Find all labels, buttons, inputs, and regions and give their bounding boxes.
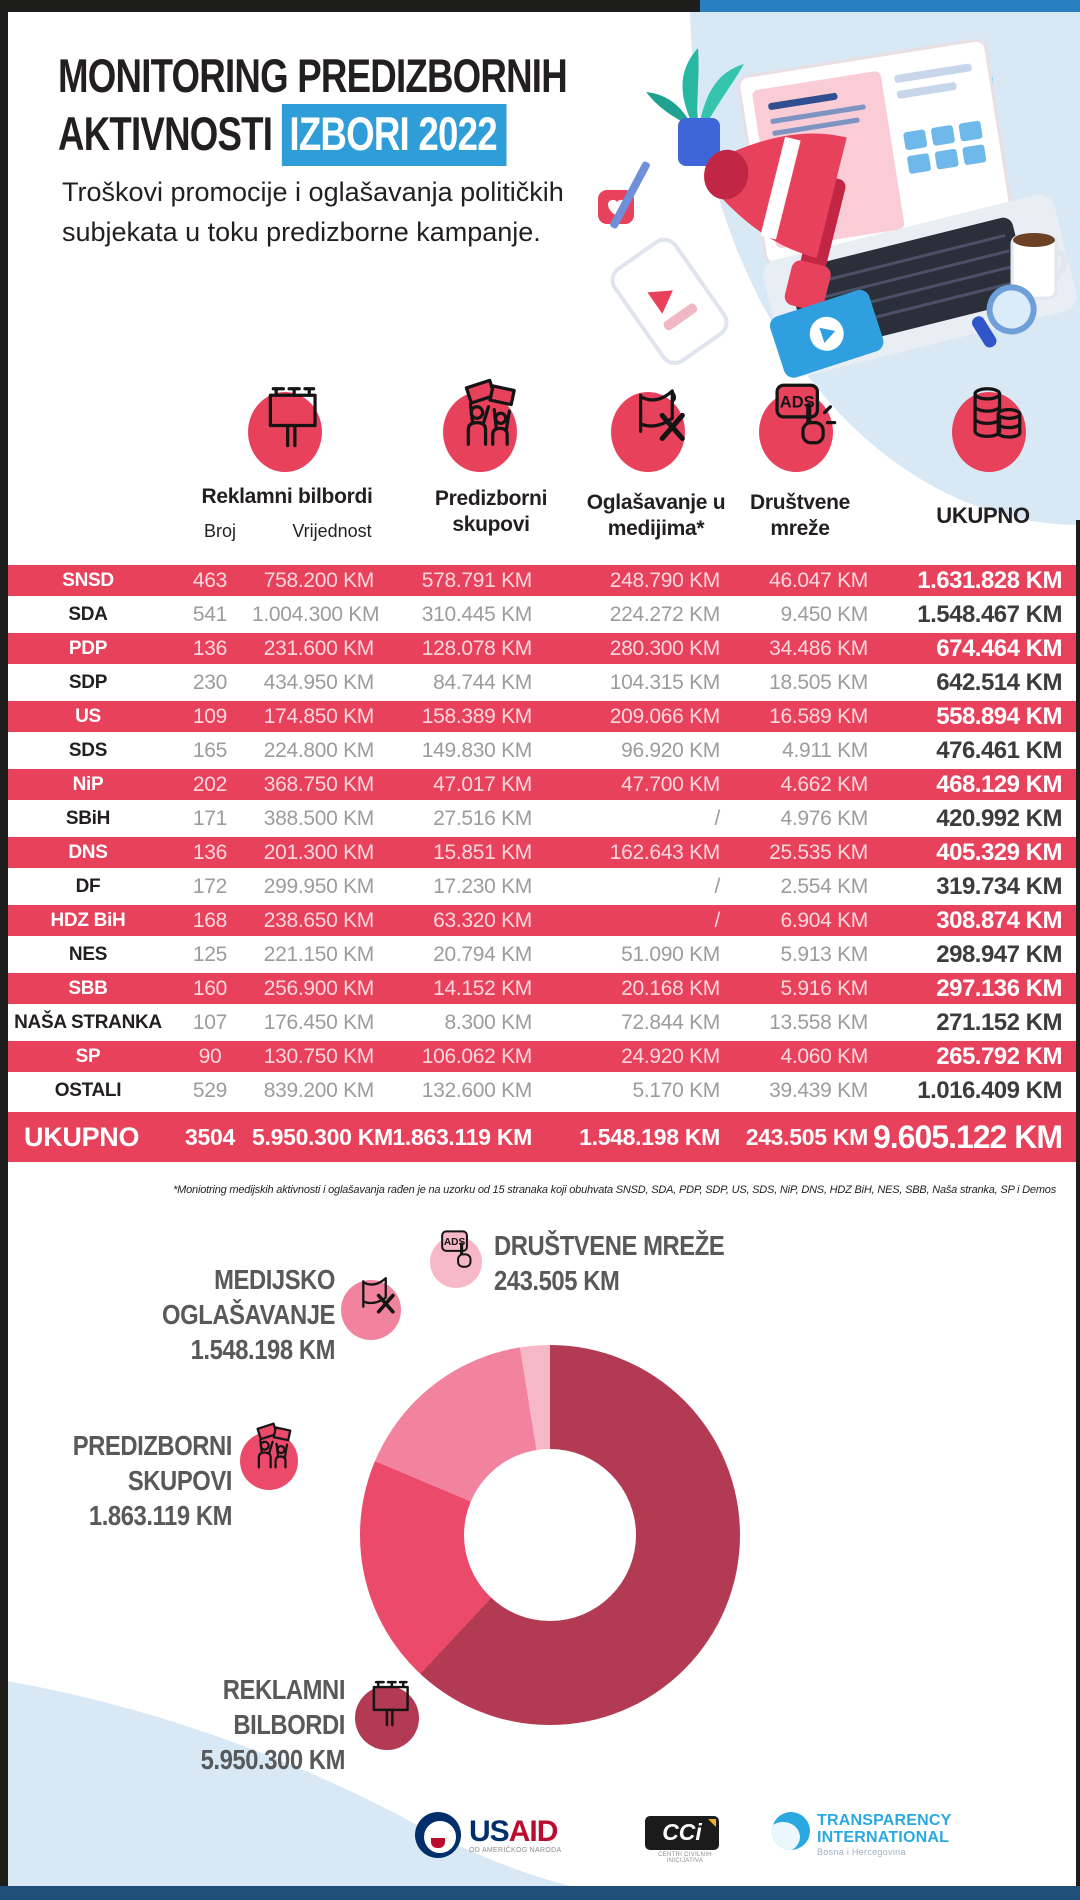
legend-media-value: 1.548.198 KM xyxy=(190,1334,335,1365)
rallies-value: 8.300 KM xyxy=(444,1010,532,1034)
media-value: 1.548.198 KM xyxy=(579,1123,720,1150)
rallies-value: 15.851 KM xyxy=(433,840,532,864)
media-value: 24.920 KM xyxy=(621,1044,720,1068)
billboard-value: 388.500 KM xyxy=(263,806,374,830)
media-value: 47.700 KM xyxy=(621,772,720,796)
cci-wordmark: CCi xyxy=(645,1816,719,1850)
cci-logo xyxy=(645,1816,725,1864)
party-name: SBiH xyxy=(65,807,111,829)
rallies-value: 128.078 KM xyxy=(421,636,532,660)
media-value: 20.168 KM xyxy=(621,976,720,1000)
media-value: 209.066 KM xyxy=(609,704,720,728)
party-name: SBB xyxy=(68,977,108,999)
total-value: 1.548.467 KM xyxy=(917,600,1062,628)
billboard-value: 299.950 KM xyxy=(263,874,374,898)
billboard-count: 109 xyxy=(192,704,228,728)
table-row xyxy=(8,871,1076,902)
rallies-value: 578.791 KM xyxy=(421,568,532,592)
ti-globe-icon xyxy=(772,1812,810,1850)
ti-line2: INTERNATIONAL xyxy=(817,1829,950,1846)
col-subheader-count: Broj xyxy=(203,521,237,541)
table-row xyxy=(8,803,1076,834)
party-name: PDP xyxy=(68,637,108,659)
social-value: 25.535 KM xyxy=(769,840,868,864)
billboard-value: 256.900 KM xyxy=(263,976,374,1000)
usaid-aid: AID xyxy=(508,1814,558,1848)
media-value: / xyxy=(714,806,720,830)
total-value: 642.514 KM xyxy=(936,668,1062,696)
col-header-media: Oglašavanje u medijima* xyxy=(586,491,726,540)
billboard-count: 202 xyxy=(192,772,228,796)
total-value: 476.461 KM xyxy=(936,736,1062,764)
billboard-value: 231.600 KM xyxy=(263,636,374,660)
billboard-count: 3504 xyxy=(185,1123,235,1150)
billboard-value: 368.750 KM xyxy=(263,772,374,796)
table-row xyxy=(8,905,1076,936)
rallies-value: 84.744 KM xyxy=(433,670,532,694)
total-value: 405.329 KM xyxy=(936,838,1062,866)
party-name: SDA xyxy=(68,603,108,625)
table-body xyxy=(8,565,1076,1165)
social-value: 4.662 KM xyxy=(780,772,868,796)
table-row xyxy=(8,735,1076,766)
total-value: 9.605.122 KM xyxy=(872,1118,1062,1155)
social-value: 4.060 KM xyxy=(780,1044,868,1068)
table-row xyxy=(8,1007,1076,1038)
billboard-count: 90 xyxy=(198,1044,222,1068)
billboard-value: 758.200 KM xyxy=(263,568,374,592)
party-name: NES xyxy=(68,943,108,965)
media-value: / xyxy=(714,908,720,932)
table-row xyxy=(8,1112,1076,1162)
billboard-icon xyxy=(355,1686,419,1750)
social-value: 5.916 KM xyxy=(780,976,868,1000)
party-name: DNS xyxy=(68,841,108,863)
party-name: OSTALI xyxy=(54,1079,122,1101)
billboard-count: 172 xyxy=(192,874,228,898)
legend-media-label: MEDIJSKO OGLAŠAVANJE xyxy=(162,1264,335,1330)
media-value: / xyxy=(714,874,720,898)
media-value: 104.315 KM xyxy=(609,670,720,694)
ti-tagline: Bosna i Hercegovina xyxy=(817,1847,906,1857)
social-value: 4.976 KM xyxy=(780,806,868,830)
social-value: 39.439 KM xyxy=(769,1078,868,1102)
table-row xyxy=(8,1041,1076,1072)
billboard-value: 201.300 KM xyxy=(263,840,374,864)
col-header-billboards: Reklamni bilbordi xyxy=(201,485,373,508)
rallies-value: 149.830 KM xyxy=(421,738,532,762)
col-header-rallies: Predizborni skupovi xyxy=(434,487,548,536)
transparency-international-logo xyxy=(772,1812,952,1857)
billboard-count: 463 xyxy=(192,568,228,592)
legend-rallies xyxy=(35,1428,232,1533)
rallies-value: 158.389 KM xyxy=(421,704,532,728)
legend-social-label: DRUŠTVENE MREŽE xyxy=(494,1230,725,1261)
rallies-value: 17.230 KM xyxy=(433,874,532,898)
table-row xyxy=(8,565,1076,596)
social-value: 243.505 KM xyxy=(745,1123,868,1150)
billboard-count: 168 xyxy=(192,908,228,932)
billboard-value: 5.950.300 KM xyxy=(252,1123,393,1150)
table-row xyxy=(8,939,1076,970)
legend-social xyxy=(494,1228,724,1298)
legend-rallies-value: 1.863.119 KM xyxy=(88,1500,232,1531)
col-header-social: Društvene mreže xyxy=(749,491,850,540)
party-name: US xyxy=(75,705,101,727)
party-name: SDS xyxy=(68,739,108,761)
billboard-count: 165 xyxy=(192,738,228,762)
legend-rallies-label: PREDIZBORNI SKUPOVI xyxy=(72,1430,232,1496)
billboard-value: 224.800 KM xyxy=(263,738,374,762)
media-value: 248.790 KM xyxy=(609,568,720,592)
donut-hole xyxy=(464,1449,636,1621)
cci-tagline: CENTRI CIVILNIH INICIJATIVA xyxy=(658,1852,712,1864)
party-name: UKUPNO xyxy=(24,1121,140,1152)
party-name: NiP xyxy=(72,773,104,795)
rallies-value: 1.863.119 KM xyxy=(392,1123,532,1150)
social-value: 46.047 KM xyxy=(769,568,868,592)
table-row xyxy=(8,633,1076,664)
billboard-count: 171 xyxy=(192,806,228,830)
billboard-value: 1.004.300 KM xyxy=(252,602,380,626)
total-value: 468.129 KM xyxy=(936,770,1062,798)
ads-click-icon xyxy=(759,392,833,472)
table-row xyxy=(8,769,1076,800)
billboard-count: 125 xyxy=(192,942,228,966)
ti-line1: TRANSPARENCY xyxy=(817,1812,952,1829)
media-value: 224.272 KM xyxy=(609,602,720,626)
media-value: 72.844 KM xyxy=(621,1010,720,1034)
page-title-line2-black: AKTIVNOSTI xyxy=(58,107,273,160)
table-row xyxy=(8,599,1076,630)
billboard-count: 529 xyxy=(192,1078,228,1102)
phone-icon xyxy=(607,234,732,368)
rallies-value: 132.600 KM xyxy=(421,1078,532,1102)
billboard-count: 136 xyxy=(192,636,228,660)
party-name: SP xyxy=(75,1045,101,1067)
page-title-highlight: IZBORI 2022 xyxy=(282,104,507,166)
rally-icon xyxy=(240,1432,298,1490)
legend-billboards-label: REKLAMNI BILBORDI xyxy=(222,1674,345,1740)
top-border-bar-blue xyxy=(700,0,1080,12)
table-row xyxy=(8,837,1076,868)
total-value: 297.136 KM xyxy=(936,974,1062,1002)
billboard-value: 174.850 KM xyxy=(263,704,374,728)
megaphone-icon xyxy=(611,392,685,472)
legend-social-value: 243.505 KM xyxy=(494,1265,620,1296)
media-value: 96.920 KM xyxy=(621,738,720,762)
top-border-bar xyxy=(0,0,700,12)
total-value: 319.734 KM xyxy=(936,872,1062,900)
legend-billboards-value: 5.950.300 KM xyxy=(200,1744,345,1775)
total-value: 558.894 KM xyxy=(936,702,1062,730)
rallies-value: 310.445 KM xyxy=(421,602,532,626)
coins-icon xyxy=(952,392,1026,472)
left-border-bar xyxy=(0,0,8,1888)
social-value: 2.554 KM xyxy=(780,874,868,898)
megaphone-icon xyxy=(341,1280,401,1340)
total-value: 298.947 KM xyxy=(936,940,1062,968)
total-value: 271.152 KM xyxy=(936,1008,1062,1036)
billboard-value: 238.650 KM xyxy=(263,908,374,932)
total-value: 308.874 KM xyxy=(936,906,1062,934)
rallies-value: 47.017 KM xyxy=(433,772,532,796)
social-value: 16.589 KM xyxy=(769,704,868,728)
billboard-value: 839.200 KM xyxy=(263,1078,374,1102)
media-value: 51.090 KM xyxy=(621,942,720,966)
bottom-border-bar xyxy=(0,1886,1080,1900)
page-title-line1: MONITORING PREDIZBORNIH xyxy=(58,49,567,102)
billboard-icon xyxy=(248,392,322,472)
svg-text:ADS: ADS xyxy=(779,392,815,412)
legend-media xyxy=(76,1262,335,1367)
rallies-value: 106.062 KM xyxy=(421,1044,532,1068)
media-value: 5.170 KM xyxy=(632,1078,720,1102)
usaid-tagline: OD AMERIČKOG NARODA xyxy=(469,1846,562,1854)
total-value: 1.016.409 KM xyxy=(917,1076,1062,1104)
billboard-count: 136 xyxy=(192,840,228,864)
subtitle: Troškovi promocije i oglašavanja političkih subjekata u toku predizborne kampanje. xyxy=(62,177,564,247)
right-border-bar xyxy=(1076,520,1080,1888)
col-subheader-value: Vrijednost xyxy=(292,521,372,541)
table-footnote: *Moniotring medijskih aktivnosti i oglašavanja rađen je na uzorku od 15 stranaka koji obuhvata SNSD, SDA, PDP, SDP, US, SDS, NiP, DNS, HDZ BiH, NES, SBB, Naša stranka, SP i Demos xyxy=(173,1184,1056,1196)
ads-click-icon xyxy=(430,1236,482,1288)
media-value: 162.643 KM xyxy=(609,840,720,864)
usaid-seal-icon xyxy=(415,1812,461,1858)
total-value: 265.792 KM xyxy=(936,1042,1062,1070)
billboard-value: 434.950 KM xyxy=(263,670,374,694)
social-value: 13.558 KM xyxy=(769,1010,868,1034)
billboard-value: 221.150 KM xyxy=(263,942,374,966)
rallies-value: 14.152 KM xyxy=(433,976,532,1000)
total-value: 674.464 KM xyxy=(936,634,1062,662)
social-value: 4.911 KM xyxy=(782,738,868,762)
col-header-total: UKUPNO xyxy=(936,503,1030,528)
social-value: 18.505 KM xyxy=(769,670,868,694)
social-value: 34.486 KM xyxy=(769,636,868,660)
billboard-value: 176.450 KM xyxy=(263,1010,374,1034)
plant-icon xyxy=(646,48,744,166)
rally-icon xyxy=(443,392,517,472)
table-row xyxy=(8,667,1076,698)
table-row xyxy=(8,701,1076,732)
social-value: 9.450 KM xyxy=(780,602,868,626)
rallies-value: 27.516 KM xyxy=(433,806,532,830)
party-name: SDP xyxy=(68,671,108,693)
billboard-count: 160 xyxy=(192,976,228,1000)
table-row xyxy=(8,973,1076,1004)
svg-text:ADS: ADS xyxy=(444,1236,466,1248)
party-name: HDZ BiH xyxy=(50,909,126,931)
social-value: 6.904 KM xyxy=(780,908,868,932)
title-block xyxy=(58,48,567,166)
party-name: NAŠA STRANKA xyxy=(14,1011,162,1033)
page-title-line2 xyxy=(58,104,567,166)
table-row xyxy=(8,1075,1076,1106)
total-value: 1.631.828 KM xyxy=(917,566,1062,594)
total-value: 420.992 KM xyxy=(936,804,1062,832)
billboard-count: 107 xyxy=(192,1010,228,1034)
rallies-value: 63.320 KM xyxy=(433,908,532,932)
billboard-count: 541 xyxy=(192,602,228,626)
rallies-value: 20.794 KM xyxy=(433,942,532,966)
party-name: SNSD xyxy=(62,569,114,591)
billboard-value: 130.750 KM xyxy=(263,1044,374,1068)
billboard-count: 230 xyxy=(192,670,228,694)
usaid-us: US xyxy=(469,1814,509,1848)
social-value: 5.913 KM xyxy=(780,942,868,966)
media-value: 280.300 KM xyxy=(609,636,720,660)
usaid-logo xyxy=(415,1812,561,1858)
legend-billboards xyxy=(116,1672,346,1777)
party-name: DF xyxy=(75,875,101,897)
